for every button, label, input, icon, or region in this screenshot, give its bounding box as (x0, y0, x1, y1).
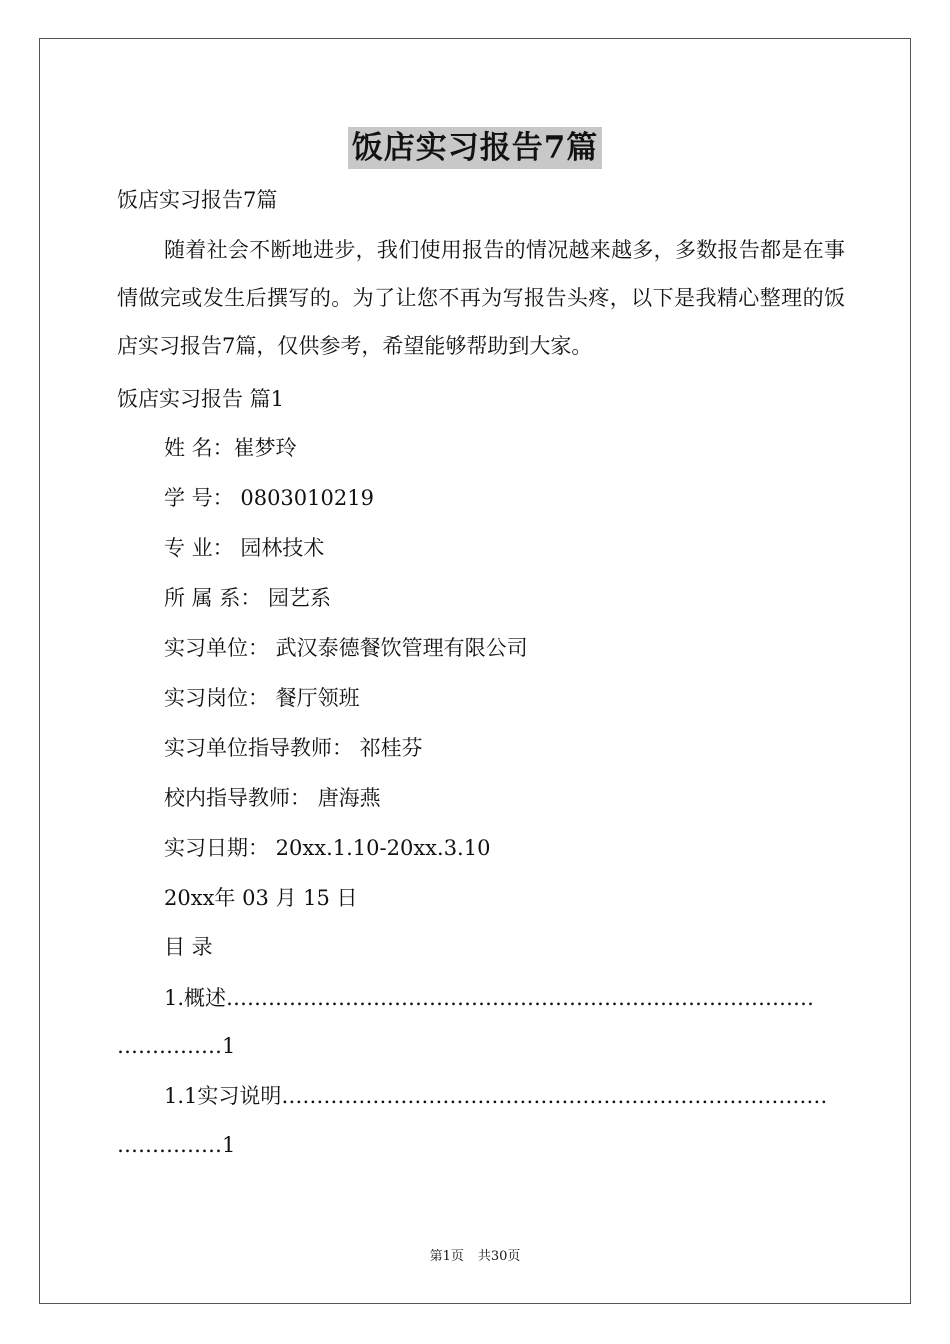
toc-entry-label: 1.概述 (164, 986, 227, 1010)
document-subtitle: 饭店实习报告7篇 (117, 188, 278, 212)
page-number: 第1页 (429, 1249, 464, 1264)
toc-heading: 目 录 (164, 935, 213, 959)
toc-entry (164, 1082, 827, 1110)
page-total: 共30页 (477, 1249, 521, 1264)
page-footer (0, 1248, 950, 1266)
section-heading: 饭店实习报告 篇1 (117, 387, 285, 411)
field-name: 姓 名：崔梦玲 (164, 436, 297, 460)
toc-entry-continuation: ……………1 (117, 1034, 236, 1058)
field-company: 实习单位： 武汉泰德餐饮管理有限公司 (164, 636, 528, 660)
toc-entry-continuation: ……………1 (117, 1133, 236, 1157)
field-student-id: 学 号： 0803010219 (164, 486, 374, 510)
field-dates: 实习日期： 20xx.1.10-20xx.3.10 (164, 836, 491, 860)
intro-paragraph: 随着社会不断地进步，我们使用报告的情况越来越多，多数报告都是在事情做完或发生后撰写的。为了让您不再为写报告头疼，以下是我精心整理的饭店实习报告7篇，仅供参考，希望能够帮助到大家。 (117, 238, 845, 358)
toc-entry-leader: …………………………………………………………………… (281, 1084, 828, 1108)
field-department: 所 属 系： 园艺系 (164, 586, 332, 610)
field-report-date: 20xx年 03 月 15 日 (164, 886, 358, 910)
toc-entry (164, 984, 814, 1012)
toc-entry-leader: ………………………………………………………………………… (226, 986, 815, 1010)
field-position: 实习岗位： 餐厅领班 (164, 686, 360, 710)
field-major: 专 业： 园林技术 (164, 536, 325, 560)
toc-entry-label: 1.1实习说明 (164, 1084, 282, 1108)
document-title: 饭店实习报告7篇 (348, 127, 603, 169)
title-container (0, 127, 950, 169)
field-school-advisor: 校内指导教师： 唐海燕 (164, 786, 381, 810)
field-company-advisor: 实习单位指导教师： 祁桂芬 (164, 736, 423, 760)
